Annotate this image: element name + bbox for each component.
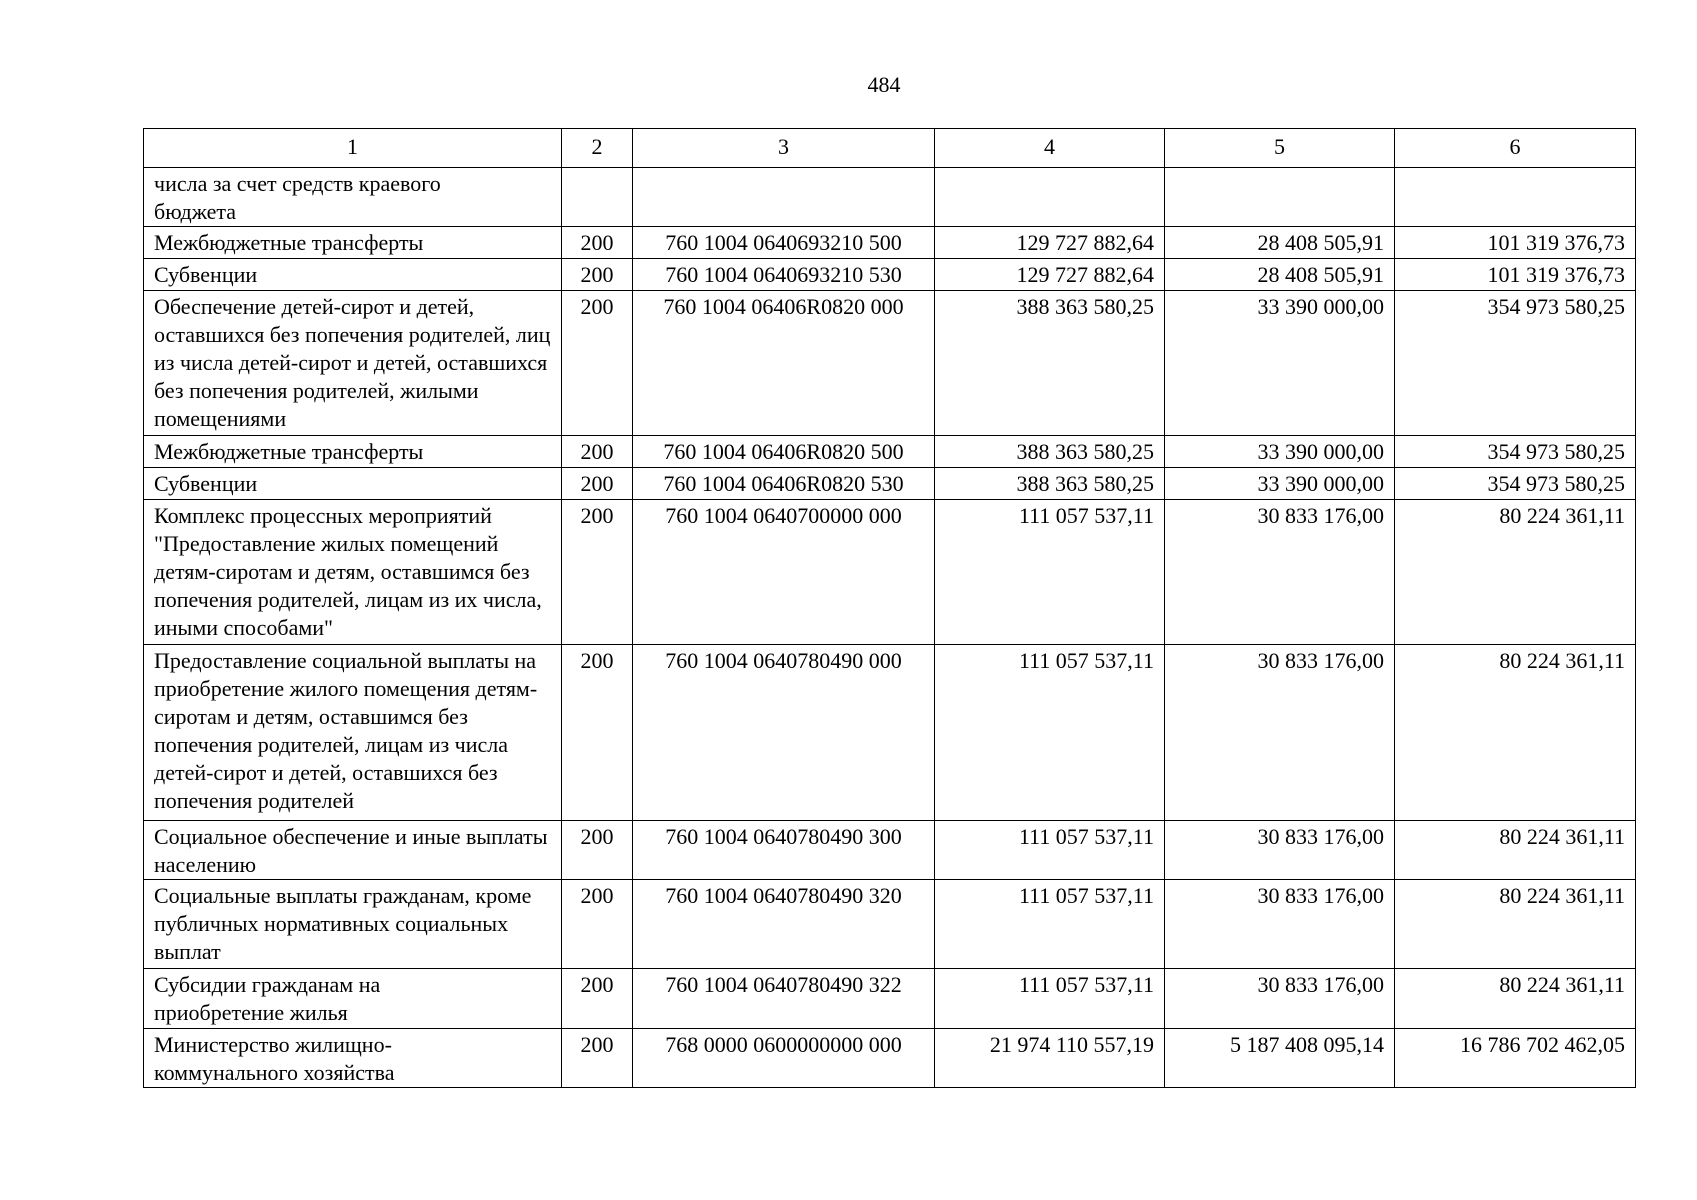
table-row [144, 227, 1636, 259]
row-value-5: 30 833 176,00 [1165, 821, 1395, 880]
column-header: 4 [935, 129, 1165, 168]
row-value-4: 111 057 537,11 [935, 500, 1165, 645]
row-budget-code: 760 1004 0640693210 500 [633, 227, 935, 259]
row-value-6: 354 973 580,25 [1395, 436, 1636, 468]
row-budget-code: 760 1004 0640693210 530 [633, 259, 935, 291]
row-name: Социальное обеспечение и иные выплаты населению [144, 821, 562, 880]
row-value-5: 30 833 176,00 [1165, 645, 1395, 821]
column-header: 5 [1165, 129, 1395, 168]
row-budget-code: 760 1004 0640780490 300 [633, 821, 935, 880]
row-value-5: 33 390 000,00 [1165, 436, 1395, 468]
table-row [144, 880, 1636, 969]
column-header: 2 [562, 129, 633, 168]
row-budget-code: 760 1004 06406R0820 000 [633, 291, 935, 436]
row-value-4 [935, 168, 1165, 227]
row-value-5 [1165, 168, 1395, 227]
row-value-4: 21 974 110 557,19 [935, 1029, 1165, 1088]
row-budget-code: 760 1004 0640780490 320 [633, 880, 935, 969]
row-name: Субвенции [144, 468, 562, 500]
row-value-4: 111 057 537,11 [935, 969, 1165, 1029]
row-value-4: 388 363 580,25 [935, 436, 1165, 468]
row-value-4: 129 727 882,64 [935, 227, 1165, 259]
row-name: Социальные выплаты гражданам, кроме публичных нормативных социальных выплат [144, 880, 562, 969]
row-budget-code [633, 168, 935, 227]
row-code: 200 [562, 500, 633, 645]
row-value-6: 16 786 702 462,05 [1395, 1029, 1636, 1088]
row-value-6: 101 319 376,73 [1395, 259, 1636, 291]
row-value-4: 111 057 537,11 [935, 821, 1165, 880]
budget-table [143, 128, 1636, 1088]
row-value-5: 28 408 505,91 [1165, 259, 1395, 291]
table-row [144, 1029, 1636, 1088]
row-code: 200 [562, 969, 633, 1029]
row-value-4: 388 363 580,25 [935, 468, 1165, 500]
row-code: 200 [562, 468, 633, 500]
table-row [144, 645, 1636, 821]
row-value-6: 354 973 580,25 [1395, 291, 1636, 436]
row-value-4: 388 363 580,25 [935, 291, 1165, 436]
row-code: 200 [562, 227, 633, 259]
row-value-5: 33 390 000,00 [1165, 468, 1395, 500]
row-name: Предоставление социальной выплаты на приобретение жилого помещения детям-сиротам и детям, оставшимся без попечения родителей, лицам из числа детей-сирот и детей, оставшихся без попечения родителей [144, 645, 562, 821]
row-budget-code: 760 1004 06406R0820 530 [633, 468, 935, 500]
page-number: 484 [867, 72, 901, 97]
table-row [144, 468, 1636, 500]
row-value-5: 33 390 000,00 [1165, 291, 1395, 436]
table-row [144, 168, 1636, 227]
row-value-5: 30 833 176,00 [1165, 969, 1395, 1029]
table-row [144, 969, 1636, 1029]
row-code: 200 [562, 645, 633, 821]
row-value-4: 111 057 537,11 [935, 645, 1165, 821]
row-code: 200 [562, 1029, 633, 1088]
row-code [562, 168, 633, 227]
table-header-row [144, 129, 1636, 168]
row-value-6: 80 224 361,11 [1395, 969, 1636, 1029]
row-code: 200 [562, 821, 633, 880]
row-name: Обеспечение детей-сирот и детей, оставшихся без попечения родителей, лиц из числа детей-сирот и детей, оставшихся без попечения родителей, жилыми помещениями [144, 291, 562, 436]
row-name: Межбюджетные трансферты [144, 227, 562, 259]
row-name: Субсидии гражданам на приобретение жилья [144, 969, 562, 1029]
row-value-4: 111 057 537,11 [935, 880, 1165, 969]
row-value-5: 30 833 176,00 [1165, 880, 1395, 969]
column-header: 3 [633, 129, 935, 168]
row-name: Министерство жилищно-коммунального хозяйства [144, 1029, 562, 1088]
table-row [144, 259, 1636, 291]
table-row [144, 436, 1636, 468]
row-value-5: 30 833 176,00 [1165, 500, 1395, 645]
column-header: 1 [144, 129, 562, 168]
row-value-5: 5 187 408 095,14 [1165, 1029, 1395, 1088]
row-value-6: 80 224 361,11 [1395, 821, 1636, 880]
row-code: 200 [562, 291, 633, 436]
row-value-6: 80 224 361,11 [1395, 645, 1636, 821]
table-row [144, 821, 1636, 880]
row-budget-code: 760 1004 06406R0820 500 [633, 436, 935, 468]
table-row [144, 500, 1636, 645]
table-row [144, 291, 1636, 436]
column-header: 6 [1395, 129, 1636, 168]
row-value-6: 80 224 361,11 [1395, 880, 1636, 969]
row-value-5: 28 408 505,91 [1165, 227, 1395, 259]
row-code: 200 [562, 880, 633, 969]
row-name: Комплекс процессных мероприятий "Предоставление жилых помещений детям-сиротам и детям, оставшимся без попечения родителей, лицам из их числа, иными способами" [144, 500, 562, 645]
row-budget-code: 760 1004 0640780490 000 [633, 645, 935, 821]
row-value-4: 129 727 882,64 [935, 259, 1165, 291]
row-name: Межбюджетные трансферты [144, 436, 562, 468]
row-budget-code: 760 1004 0640780490 322 [633, 969, 935, 1029]
row-value-6: 101 319 376,73 [1395, 227, 1636, 259]
row-budget-code: 768 0000 0600000000 000 [633, 1029, 935, 1088]
row-code: 200 [562, 259, 633, 291]
row-value-6: 80 224 361,11 [1395, 500, 1636, 645]
row-name: Субвенции [144, 259, 562, 291]
row-code: 200 [562, 436, 633, 468]
row-budget-code: 760 1004 0640700000 000 [633, 500, 935, 645]
row-value-6: 354 973 580,25 [1395, 468, 1636, 500]
row-value-6 [1395, 168, 1636, 227]
row-name: числа за счет средств краевого бюджета [144, 168, 562, 227]
